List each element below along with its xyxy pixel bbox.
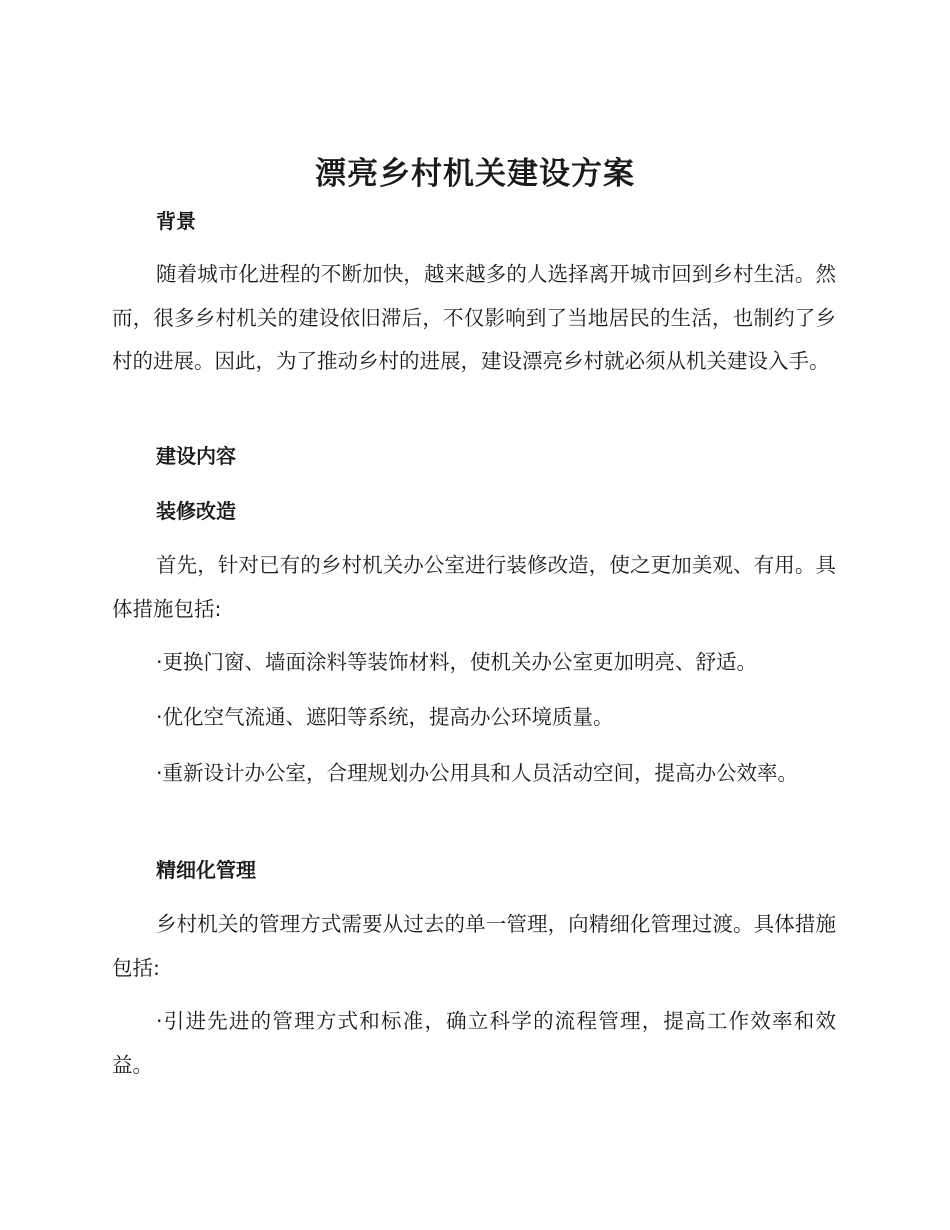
heading-construction-content: 建设内容: [156, 444, 236, 468]
list-item: ·引进先进的管理方式和标准，确立科学的流程管理，提高工作效率和效益。: [112, 1009, 836, 1077]
document-title: 漂亮乡村机关建设方案: [315, 156, 635, 192]
paragraph-management-intro: 乡村机关的管理方式需要从过去的单一管理，向精细化管理过渡。具体措施包括:: [112, 912, 836, 980]
paragraph-renovation-intro: 首先，针对已有的乡村机关办公室进行装修改造，使之更加美观、有用。具体措施包括:: [112, 553, 836, 621]
heading-fine-management: 精细化管理: [156, 858, 256, 882]
heading-background: 背景: [156, 209, 196, 233]
list-item: ·更换门窗、墙面涂料等装饰材料，使机关办公室更加明亮、舒适。: [156, 650, 758, 674]
list-item: ·重新设计办公室，合理规划办公用具和人员活动空间，提高办公效率。: [156, 761, 799, 785]
heading-renovation: 装修改造: [156, 499, 236, 523]
list-item: ·优化空气流通、遮阳等系统，提高办公环境质量。: [156, 705, 614, 729]
paragraph-background: 随着城市化进程的不断加快，越来越多的人选择离开城市回到乡村生活。然而，很多乡村机关的建设依旧滞后，不仅影响到了当地居民的生活，也制约了乡村的进展。因此，为了推动乡村的进展，建设漂亮乡村就必须从机关建设入手。: [112, 262, 836, 373]
